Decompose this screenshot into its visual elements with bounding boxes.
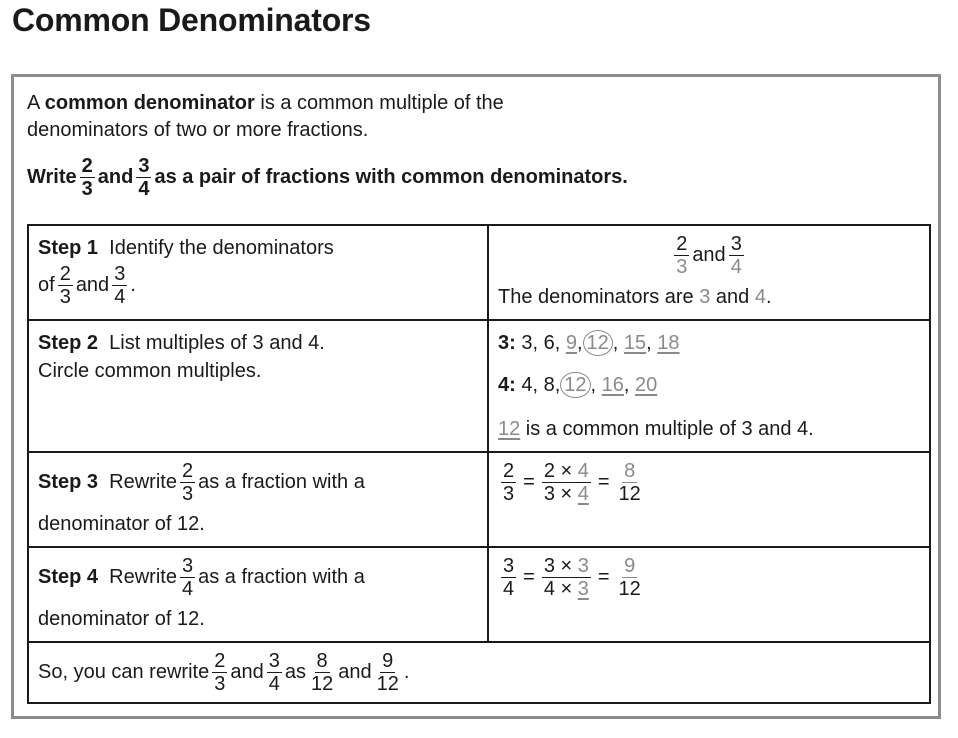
- given-multiples: 3, 6,: [521, 332, 561, 354]
- step-text: as a fraction with a: [198, 566, 365, 588]
- numerator: 9: [382, 650, 394, 672]
- fraction: [212, 651, 227, 694]
- task-suffix: as a pair of fractions with common denominators.: [154, 166, 628, 188]
- denominator: 4: [138, 178, 150, 200]
- step-text: .: [130, 274, 136, 296]
- summary-text: and: [338, 661, 372, 683]
- step-text: Identify the denominators: [109, 237, 334, 259]
- numerator: 2: [503, 460, 515, 482]
- fraction: [375, 651, 401, 694]
- denominator: 3: [676, 256, 688, 278]
- step-label: Step 2: [38, 332, 99, 354]
- step-text: of: [38, 274, 55, 296]
- numerator: 2: [59, 263, 71, 285]
- factor-expression: 2 ×: [543, 460, 578, 482]
- equals-sign: =: [597, 566, 610, 588]
- multiples-of-4: 4: 4, 8, 12 , 16, 20: [498, 374, 658, 396]
- step-1-work: [488, 225, 930, 320]
- denominator: 4: [114, 286, 126, 308]
- factor-expression: 3 ×: [543, 555, 578, 577]
- fraction: [617, 461, 643, 504]
- task-fraction-2: [136, 156, 151, 199]
- step-text: and: [75, 274, 110, 296]
- work-text: and: [692, 244, 726, 266]
- definition-term: common denominator: [44, 92, 255, 114]
- factor-expression: 4 ×: [543, 578, 578, 600]
- numerator: 3: [114, 263, 126, 285]
- step-4-work: [488, 547, 930, 642]
- fraction: [58, 264, 73, 307]
- definition-text: [27, 90, 667, 144]
- denominator: 12: [618, 483, 641, 505]
- definition-rest-2: denominators of two or more fractions.: [27, 119, 369, 141]
- summary-text: .: [403, 661, 410, 683]
- answer-factor: 4: [577, 483, 589, 505]
- step-text: denominator of 12.: [38, 513, 205, 535]
- step-1-row: [28, 225, 930, 320]
- work-text: is a common multiple of 3 and 4.: [520, 418, 814, 440]
- denominator-answer: 3: [699, 286, 711, 308]
- step-label: Step 1: [38, 237, 99, 259]
- answer-multiple: 18: [657, 332, 680, 354]
- equals-sign: =: [523, 566, 535, 588]
- numerator: 2: [81, 155, 93, 177]
- numerator: 3: [138, 155, 150, 177]
- circled-common-multiple: 12: [560, 372, 590, 398]
- step-text: List multiples of 3 and 4.: [109, 332, 325, 354]
- answer-factor: 3: [577, 578, 589, 600]
- page-title: Common Denominators: [12, 2, 371, 38]
- multiples-of-3: 3: 3, 6, 9, 12 , 15, 18: [498, 332, 680, 354]
- step-text: denominator of 12.: [38, 608, 205, 630]
- task-write: Write: [27, 166, 77, 188]
- step-text: Circle common multiples.: [38, 360, 262, 382]
- answer-multiple: 16: [601, 374, 624, 396]
- denominator: 4: [730, 256, 742, 278]
- step-4-row: [28, 547, 930, 642]
- fraction: [729, 234, 744, 277]
- step-2-row: [28, 320, 930, 452]
- task-and: and: [97, 166, 134, 188]
- given-multiples: 4, 8,: [521, 374, 561, 396]
- step-3-row: [28, 452, 930, 547]
- answer-multiple: 9: [565, 332, 577, 354]
- denominator: 3: [181, 483, 194, 505]
- step-label: Step 3: [38, 471, 99, 493]
- circled-common-multiple: 12: [583, 330, 613, 356]
- work-text: and: [710, 286, 755, 308]
- work-text: .: [765, 286, 772, 308]
- fraction: [180, 461, 195, 504]
- numerator: 2: [181, 460, 194, 482]
- equals-sign: =: [523, 471, 535, 493]
- numerator: [542, 556, 591, 578]
- step-2-work: [488, 320, 930, 452]
- summary-text: as: [284, 661, 306, 683]
- answer-factor: 3: [577, 555, 589, 577]
- fraction: [501, 556, 516, 599]
- numerator: 3: [181, 555, 194, 577]
- step-4-instructions: [28, 547, 488, 642]
- answer-multiple: 20: [635, 374, 658, 396]
- step-3-instructions: [28, 452, 488, 547]
- denominator: [542, 483, 591, 504]
- fraction: [617, 556, 643, 599]
- fraction: [501, 461, 516, 504]
- definition-prefix: A: [27, 92, 45, 114]
- step-2-instructions: [28, 320, 488, 452]
- common-multiple-answer: 12: [498, 418, 521, 440]
- denominator: 4: [181, 578, 194, 600]
- step-text: Rewrite: [109, 471, 177, 493]
- denominator: 3: [214, 673, 226, 695]
- denominator: 3: [81, 178, 93, 200]
- answer-multiple: 15: [623, 332, 647, 354]
- numerator: 3: [730, 233, 742, 255]
- step-text: as a fraction with a: [198, 471, 365, 493]
- numerator: 2: [214, 650, 226, 672]
- summary-text: and: [230, 661, 264, 683]
- summary-row: [28, 642, 930, 703]
- fraction: [542, 461, 591, 504]
- factor-expression: 3 ×: [543, 483, 578, 505]
- numerator: [542, 461, 591, 483]
- numerator: 2: [676, 233, 688, 255]
- summary-text: So, you can rewrite: [38, 661, 210, 683]
- numerator: 8: [316, 650, 328, 672]
- summary-cell: [28, 642, 930, 703]
- denominator: [542, 578, 591, 599]
- numerator: 3: [503, 555, 515, 577]
- denominator: 4: [268, 673, 280, 695]
- answer-factor: 4: [577, 460, 589, 482]
- numerator: 9: [624, 555, 636, 577]
- step-text: Rewrite: [109, 566, 177, 588]
- task-prompt: [27, 156, 628, 199]
- fraction: [180, 556, 195, 599]
- definition-rest-1: is a common multiple of the: [254, 92, 504, 114]
- task-fraction-1: [80, 156, 95, 199]
- fraction: [309, 651, 335, 694]
- equals-sign: =: [597, 471, 610, 493]
- numerator: 8: [624, 460, 636, 482]
- denominator: 12: [618, 578, 641, 600]
- steps-table: [27, 224, 931, 704]
- step-1-instructions: [28, 225, 488, 320]
- denominator: 12: [310, 673, 334, 695]
- step-3-work: [488, 452, 930, 547]
- denominator: 3: [503, 483, 515, 505]
- fraction: [267, 651, 282, 694]
- work-text: The denominators are: [498, 286, 700, 308]
- fraction: [674, 234, 689, 277]
- denominator-answer: 4: [754, 286, 766, 308]
- denominator: 12: [376, 673, 399, 695]
- multiples-label: 4:: [498, 374, 516, 396]
- denominator: 3: [59, 286, 71, 308]
- multiples-label: 3:: [498, 332, 516, 354]
- fraction: [542, 556, 591, 599]
- fraction: [112, 264, 127, 307]
- numerator: 3: [268, 650, 280, 672]
- denominator: 4: [503, 578, 515, 600]
- step-label: Step 4: [38, 566, 99, 588]
